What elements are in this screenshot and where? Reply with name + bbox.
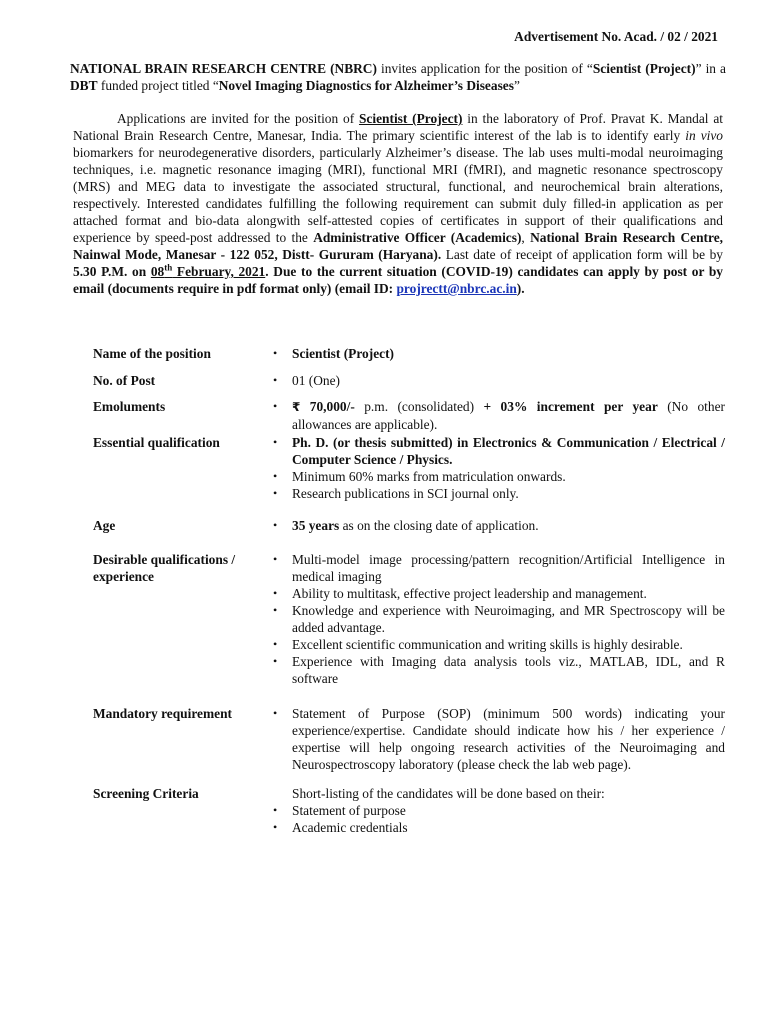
deadline-date: 08th February, 2021: [150, 262, 266, 279]
rupee-symbol: ₹: [292, 400, 301, 414]
list-item: • Statement of Purpose (SOP) (minimum 500 words) indicating your experience/expertise. Candidate should indicate how his / her experience / expertise will help ongoing research activities of the Neuroimaging and Neurospectroscopy laboratory (please check the lab web page).: [269, 705, 725, 773]
position-details: [93, 345, 725, 836]
label-age: Age: [93, 518, 116, 533]
screening-lead: Short-listing of the candidates will be done based on their:: [292, 786, 605, 801]
row-emoluments: [93, 398, 725, 433]
org-name: NATIONAL BRAIN RESEARCH CENTRE (NBRC): [70, 61, 377, 76]
list-item: • Statement of purpose: [269, 802, 725, 819]
deadline-time: 5.30 P.M. on: [73, 264, 151, 279]
body-position: Scientist (Project): [358, 111, 463, 126]
email-link[interactable]: projrectt@nbrc.ac.in: [396, 281, 517, 296]
list-item: • Academic credentials: [269, 819, 725, 836]
address: National Brain Research Centre, Nainwal Mode, Manesar - 122 052, Distt- Gururam (Haryana).: [73, 230, 723, 262]
list-item: • 01 (One): [269, 372, 725, 389]
label-essential: Essential qualification: [93, 435, 220, 450]
row-age: [93, 517, 725, 534]
list-item: • Experience with Imaging data analysis tools viz., MATLAB, IDL, and R software: [269, 653, 725, 687]
row-desirable: [93, 551, 725, 687]
label-position: Name of the position: [93, 346, 211, 361]
dbt-label: DBT: [70, 78, 98, 93]
list-item: • 35 years as on the closing date of application.: [269, 517, 725, 534]
label-posts: No. of Post: [93, 373, 156, 388]
row-screening: [93, 785, 725, 836]
covid-note: Due to the current situation (COVID-19) candidates can apply by post or by email (documents require in pdf format only) (email ID:: [73, 264, 724, 296]
row-essential: [93, 434, 725, 502]
label-emoluments: Emoluments: [93, 399, 166, 414]
officer: Administrative Officer (Academics): [313, 230, 522, 245]
project-title: Novel Imaging Diagnostics for Alzheimer’s Diseases: [218, 78, 514, 93]
row-mandatory: [93, 705, 725, 773]
list-item: • ₹ 70,000/- p.m. (consolidated) + 03% increment per year (No other allowances are applicable).: [269, 398, 725, 433]
intro-position: Scientist (Project): [592, 61, 696, 76]
list-item: • Minimum 60% marks from matriculation onwards.: [269, 468, 725, 485]
list-item: • Ability to multitask, effective project leadership and management.: [269, 585, 725, 602]
advertisement-number: Advertisement No. Acad. / 02 / 2021: [514, 29, 718, 44]
list-item: • Ph. D. (or thesis submitted) in Electronics & Communication / Electrical / Computer Science / Physics.: [269, 434, 725, 468]
label-mandatory: Mandatory requirement: [93, 706, 232, 721]
label-screening: Screening Criteria: [93, 786, 199, 801]
list-item: • Scientist (Project): [269, 345, 725, 362]
list-item: • Knowledge and experience with Neuroimaging, and MR Spectroscopy will be added advantage.: [269, 602, 725, 636]
row-posts: [93, 372, 725, 389]
intro-paragraph: NATIONAL BRAIN RESEARCH CENTRE (NBRC) invites application for the position of “Scientist (Project)” in a DBT funded project titled “Novel Imaging Diagnostics for Alzheimer’s Diseases”: [70, 61, 727, 93]
body-paragraph: Applications are invited for the position of Scientist (Project) in the laboratory of Prof. Pravat K. Mandal at National Brain Research Centre, Manesar, India. The primary scientific interest of the lab is to identify early in vivo biomarkers for neurodegenerative disorders, particularly Alzheimer’s disease. The lab uses multi-modal neuroimaging techniques, i.e. magnetic resonance imaging (MRI), functional MRI (fMRI), and magnetic resonance spectroscopy (MRS) and MEG data to investigate the associated structural, functional, and neurochemical brain alterations, respectively. Interested candidates fulfilling the following requirement can submit duly filled-in application as per attached format and bio-data alongwith self-attested copies of certificates in support of their qualifications and experience by speed-post addressed to the Administrative Officer (Academics), National Brain Research Centre, Nainwal Mode, Manesar - 122 052, Distt- Gururam (Haryana). Last date of receipt of application form will be by 5.30 P.M. on 08th February, 2021. Due to the current situation (COVID-19) candidates can apply by post or by email (documents require in pdf format only) (email ID: projrectt@nbrc.ac.in).: [73, 111, 724, 296]
list-item: • Excellent scientific communication and writing skills is highly desirable.: [269, 636, 725, 653]
in-vivo: in vivo: [685, 128, 723, 143]
list-item: • Research publications in SCI journal only.: [269, 485, 725, 502]
list-item: • Multi-model image processing/pattern recognition/Artificial Intelligence in medical imaging: [269, 551, 725, 585]
row-position: [93, 345, 725, 362]
label-desirable: Desirable qualifications / experience: [93, 552, 236, 584]
